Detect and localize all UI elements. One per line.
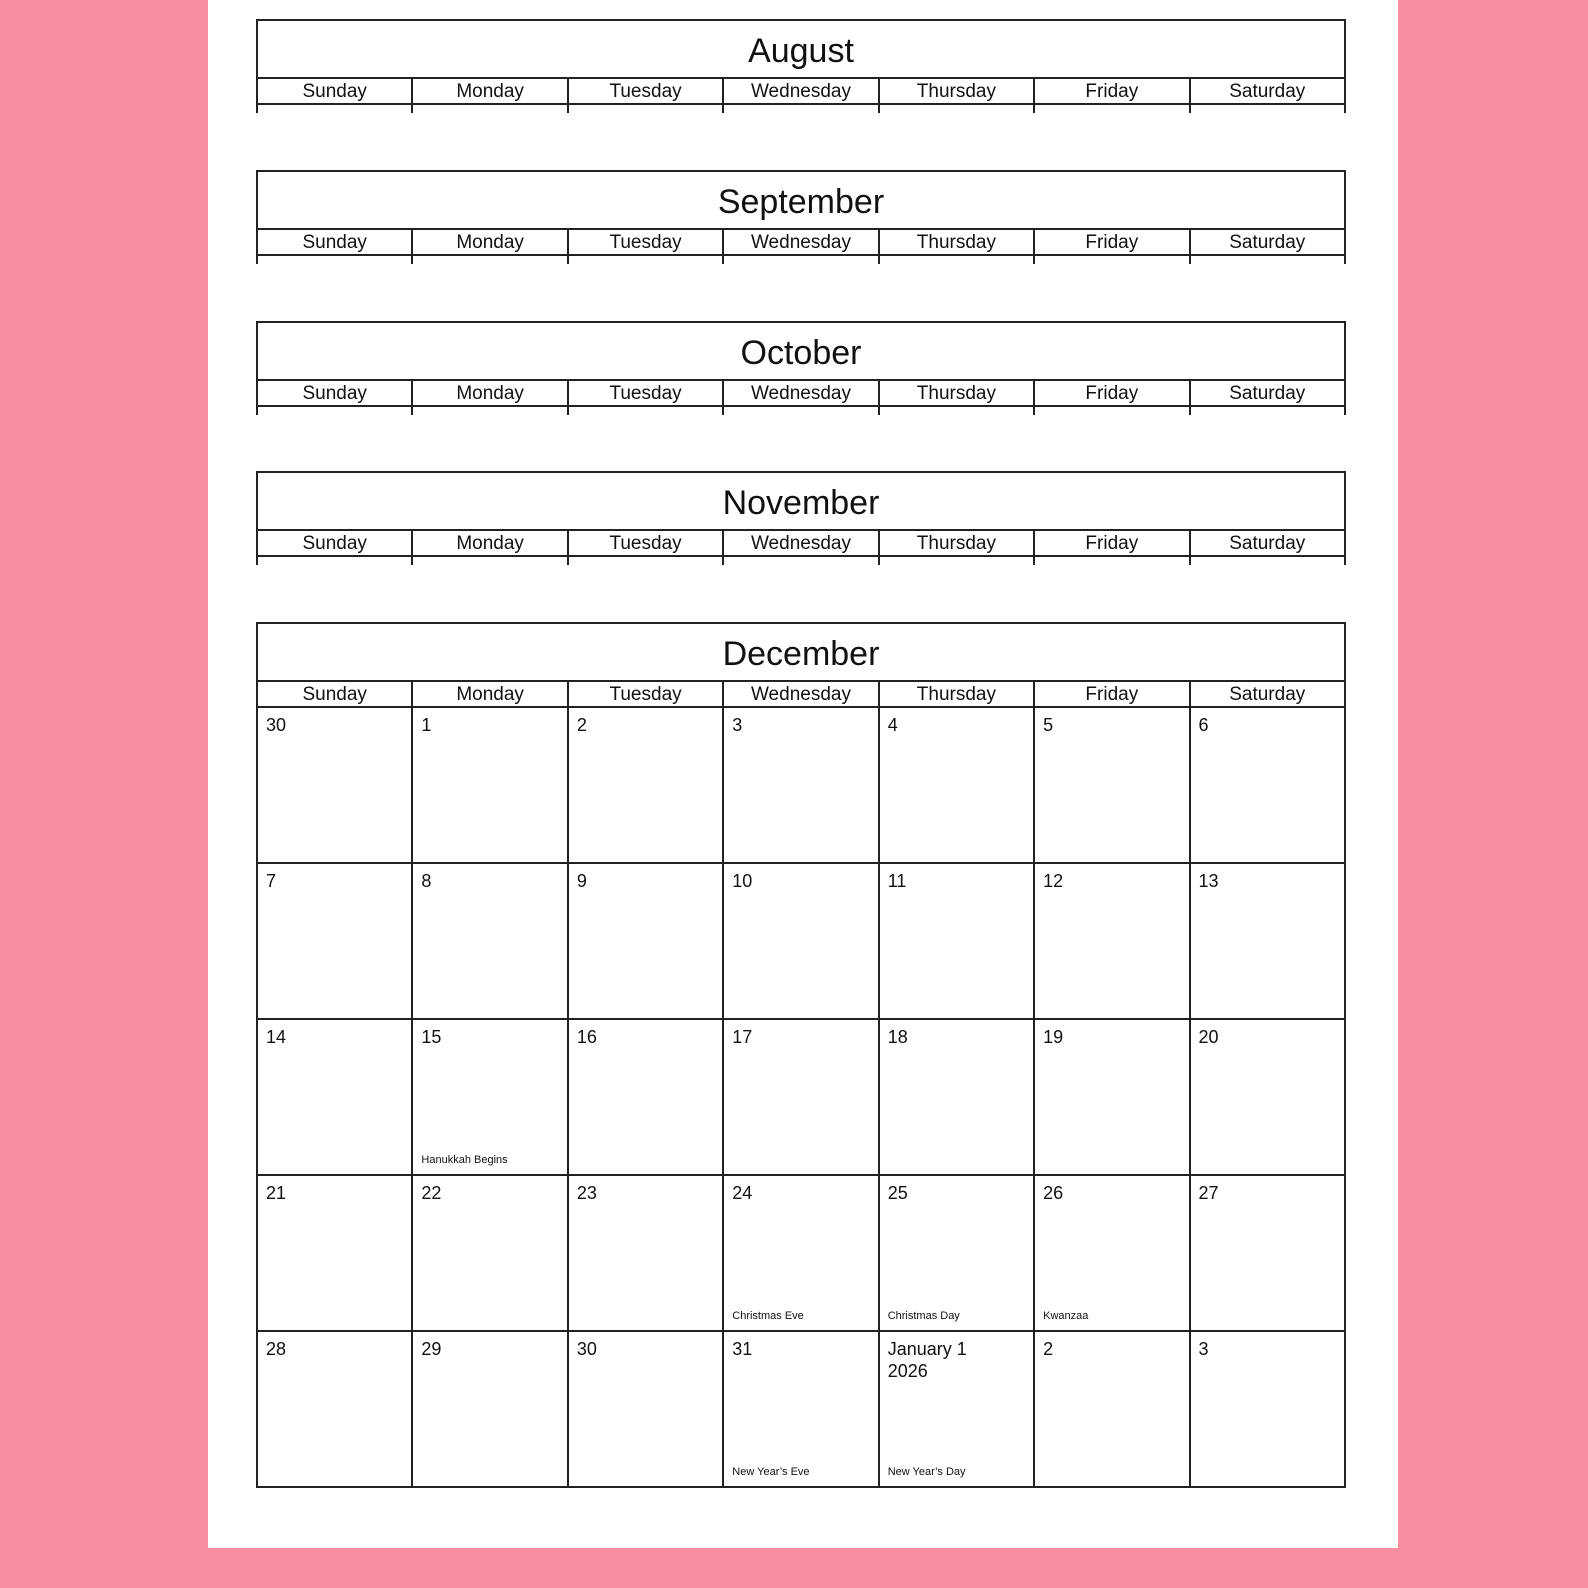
day-number: 5 bbox=[1043, 715, 1054, 735]
day-number: 19 bbox=[1043, 1027, 1064, 1047]
day-number: 28 bbox=[266, 1339, 287, 1359]
weekday-saturday: Saturday bbox=[1229, 81, 1306, 102]
day-number: January 1 2026 bbox=[887, 1339, 967, 1381]
weekday-saturday: Saturday bbox=[1229, 533, 1306, 554]
weekday-header-row bbox=[258, 79, 1344, 105]
day-grid bbox=[258, 708, 1344, 1488]
day-cell[interactable] bbox=[880, 864, 1035, 1018]
weekday-monday: Monday bbox=[413, 531, 568, 555]
day-cell[interactable] bbox=[1035, 1176, 1190, 1330]
day-number: 20 bbox=[1198, 1027, 1219, 1047]
day-number: 30 bbox=[266, 715, 287, 735]
day-cell[interactable] bbox=[880, 708, 1035, 862]
day-number: 26 bbox=[1043, 1183, 1064, 1203]
day-number: 22 bbox=[421, 1183, 442, 1203]
day-number: 6 bbox=[1198, 715, 1209, 735]
weekday-header-row bbox=[258, 381, 1344, 407]
weekday-thursday: Thursday bbox=[880, 79, 1035, 103]
day-cell[interactable] bbox=[413, 1176, 568, 1330]
day-number: 15 bbox=[421, 1027, 442, 1047]
day-number: 23 bbox=[576, 1183, 597, 1203]
weekday-header-row bbox=[258, 230, 1344, 256]
day-number: 3 bbox=[732, 715, 743, 735]
day-cell[interactable] bbox=[1035, 1332, 1190, 1486]
weekday-saturday: Saturday bbox=[1229, 232, 1306, 253]
day-cell[interactable] bbox=[258, 1020, 413, 1174]
weekday-tuesday: Tuesday bbox=[569, 381, 724, 405]
collapsed-day-grid bbox=[258, 557, 1344, 565]
month-title: October bbox=[258, 323, 1344, 381]
holiday-label: Christmas Day bbox=[887, 1310, 960, 1322]
day-number: 8 bbox=[421, 871, 432, 891]
weekday-monday: Monday bbox=[413, 79, 568, 103]
week-row bbox=[258, 1020, 1344, 1176]
day-cell[interactable] bbox=[1191, 708, 1344, 862]
weekday-tuesday: Tuesday bbox=[569, 79, 724, 103]
day-cell[interactable] bbox=[413, 1020, 568, 1174]
day-number: 25 bbox=[887, 1183, 908, 1203]
weekday-wednesday: Wednesday bbox=[724, 531, 879, 555]
month-title: August bbox=[258, 21, 1344, 79]
week-row bbox=[258, 708, 1344, 864]
weekday-saturday: Saturday bbox=[1229, 684, 1306, 705]
day-number: 3 bbox=[1198, 1339, 1209, 1359]
month-september bbox=[256, 170, 1346, 264]
weekday-saturday: Saturday bbox=[1229, 383, 1306, 404]
day-number: 29 bbox=[421, 1339, 442, 1359]
day-cell[interactable] bbox=[1035, 708, 1190, 862]
day-cell[interactable] bbox=[1191, 1176, 1344, 1330]
week-row bbox=[258, 1176, 1344, 1332]
day-cell[interactable] bbox=[880, 1332, 1035, 1486]
day-number: 24 bbox=[732, 1183, 753, 1203]
weekday-header-row bbox=[258, 531, 1344, 557]
month-november bbox=[256, 471, 1346, 565]
weekday-monday: Monday bbox=[413, 381, 568, 405]
day-number: 18 bbox=[887, 1027, 908, 1047]
holiday-label: Kwanzaa bbox=[1043, 1310, 1089, 1322]
day-cell[interactable] bbox=[569, 708, 724, 862]
day-number: 16 bbox=[576, 1027, 597, 1047]
collapsed-day-grid bbox=[258, 256, 1344, 264]
weekday-tuesday: Tuesday bbox=[569, 682, 724, 706]
day-cell[interactable] bbox=[258, 708, 413, 862]
weekday-thursday: Thursday bbox=[880, 682, 1035, 706]
weekday-thursday: Thursday bbox=[880, 230, 1035, 254]
day-cell[interactable] bbox=[413, 708, 568, 862]
collapsed-day-grid bbox=[258, 407, 1344, 415]
day-cell[interactable] bbox=[1191, 864, 1344, 1018]
collapsed-day-grid bbox=[258, 105, 1344, 113]
day-cell[interactable] bbox=[724, 1020, 879, 1174]
day-cell[interactable] bbox=[258, 864, 413, 1018]
weekday-thursday: Thursday bbox=[880, 531, 1035, 555]
weekday-wednesday: Wednesday bbox=[724, 381, 879, 405]
weekday-friday: Friday bbox=[1035, 381, 1190, 405]
day-cell[interactable] bbox=[880, 1020, 1035, 1174]
week-row bbox=[258, 1332, 1344, 1488]
day-number: 12 bbox=[1043, 871, 1064, 891]
day-cell[interactable] bbox=[258, 1332, 413, 1486]
day-cell[interactable] bbox=[724, 708, 879, 862]
day-cell[interactable] bbox=[1035, 864, 1190, 1018]
weekday-sunday: Sunday bbox=[258, 79, 413, 103]
weekday-wednesday: Wednesday bbox=[724, 79, 879, 103]
day-cell[interactable] bbox=[569, 1020, 724, 1174]
weekday-thursday: Thursday bbox=[880, 381, 1035, 405]
weekday-friday: Friday bbox=[1035, 682, 1190, 706]
weekday-friday: Friday bbox=[1035, 531, 1190, 555]
day-cell[interactable] bbox=[413, 1332, 568, 1486]
day-number: 13 bbox=[1198, 871, 1219, 891]
day-number: 30 bbox=[576, 1339, 597, 1359]
weekday-wednesday: Wednesday bbox=[724, 682, 879, 706]
day-number: 9 bbox=[576, 871, 587, 891]
day-number: 21 bbox=[266, 1183, 287, 1203]
day-cell[interactable] bbox=[724, 864, 879, 1018]
weekday-monday: Monday bbox=[413, 230, 568, 254]
day-number: 7 bbox=[266, 871, 277, 891]
weekday-friday: Friday bbox=[1035, 79, 1190, 103]
holiday-label: Christmas Eve bbox=[732, 1310, 804, 1322]
day-cell[interactable] bbox=[724, 1176, 879, 1330]
month-title: November bbox=[258, 473, 1344, 531]
day-number: 10 bbox=[732, 871, 753, 891]
weekday-sunday: Sunday bbox=[258, 381, 413, 405]
weekday-tuesday: Tuesday bbox=[569, 230, 724, 254]
weekday-monday: Monday bbox=[413, 682, 568, 706]
month-title: September bbox=[258, 172, 1344, 230]
holiday-label: Hanukkah Begins bbox=[421, 1154, 508, 1166]
day-cell[interactable] bbox=[1191, 1020, 1344, 1174]
day-cell[interactable] bbox=[569, 1176, 724, 1330]
month-december bbox=[256, 622, 1346, 1488]
month-august bbox=[256, 19, 1346, 113]
day-cell[interactable] bbox=[724, 1332, 879, 1486]
day-number: 17 bbox=[732, 1027, 753, 1047]
day-cell[interactable] bbox=[413, 864, 568, 1018]
weekday-header-row bbox=[258, 682, 1344, 708]
weekday-sunday: Sunday bbox=[258, 682, 413, 706]
week-row bbox=[258, 864, 1344, 1020]
holiday-label: New Year’s Day bbox=[887, 1466, 966, 1478]
day-cell[interactable] bbox=[1035, 1020, 1190, 1174]
day-cell[interactable] bbox=[880, 1176, 1035, 1330]
day-number: 1 bbox=[421, 715, 432, 735]
day-number: 2 bbox=[1043, 1339, 1054, 1359]
holiday-label: New Year’s Eve bbox=[732, 1466, 810, 1478]
day-number: 27 bbox=[1198, 1183, 1219, 1203]
day-number: 4 bbox=[887, 715, 898, 735]
month-title: December bbox=[258, 624, 1344, 682]
weekday-sunday: Sunday bbox=[258, 531, 413, 555]
day-number: 14 bbox=[266, 1027, 287, 1047]
weekday-wednesday: Wednesday bbox=[724, 230, 879, 254]
day-cell[interactable] bbox=[1191, 1332, 1344, 1486]
calendar-sheet bbox=[208, 0, 1398, 1548]
day-cell[interactable] bbox=[569, 1332, 724, 1486]
day-number: 11 bbox=[887, 871, 907, 891]
month-october bbox=[256, 321, 1346, 415]
day-number: 31 bbox=[732, 1339, 753, 1359]
weekday-sunday: Sunday bbox=[258, 230, 413, 254]
weekday-friday: Friday bbox=[1035, 230, 1190, 254]
day-number: 2 bbox=[576, 715, 587, 735]
weekday-tuesday: Tuesday bbox=[569, 531, 724, 555]
day-cell[interactable] bbox=[258, 1176, 413, 1330]
day-cell[interactable] bbox=[569, 864, 724, 1018]
